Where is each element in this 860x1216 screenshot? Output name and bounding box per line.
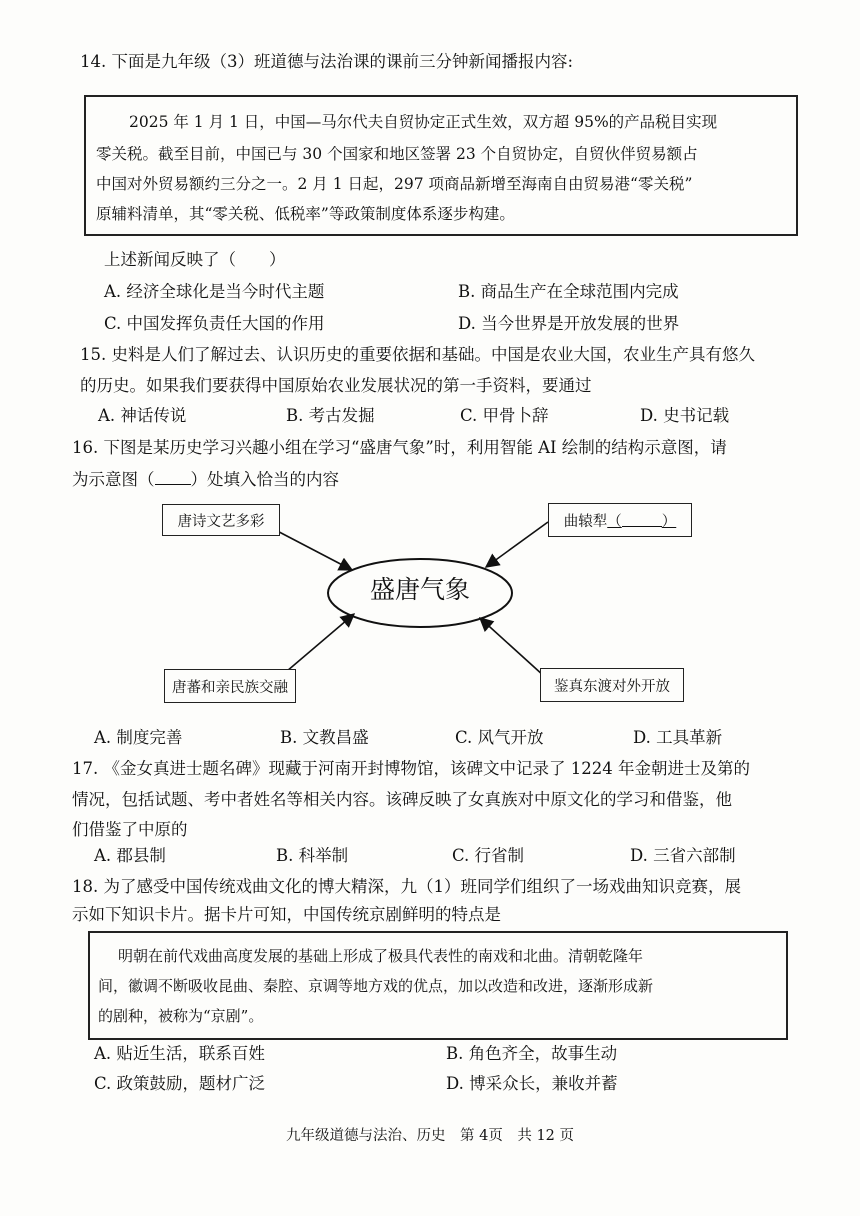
diagram-box-quyuan-plow <box>548 503 692 537</box>
diagram-box-label: 鉴真东渡对外开放 <box>554 678 670 695</box>
q16-stem-line2-end: ）处填入恰当的内容 <box>190 470 339 489</box>
q16-stem-line2-start: 为示意图（ <box>72 470 155 489</box>
q18-stem-line1: 18. 为了感受中国传统戏曲文化的博大精深，九（1）班同学们组织了一场戏曲知识竞赛，展 <box>72 877 741 896</box>
diagram-box-jianzhen <box>540 668 684 702</box>
q18-option-d[interactable]: D. 博采众长，兼收并蓄 <box>446 1074 618 1093</box>
q14-box-line: 原辅料清单，其“零关税、低税率”等政策制度体系逐步构建。 <box>96 205 515 223</box>
q16-option-c[interactable]: C. 风气开放 <box>455 728 544 747</box>
q15-option-b[interactable]: B. 考古发掘 <box>286 406 375 425</box>
q15-option-c[interactable]: C. 甲骨卜辞 <box>460 406 549 425</box>
q15-stem-line1: 15. 史料是人们了解过去、认识历史的重要依据和基础。中国是农业大国，农业生产具有悠久 <box>80 345 755 364</box>
page-footer: 九年级道德与法治、历史 第 4页 共 12 页 <box>286 1128 575 1144</box>
diagram-box-blank-open: （ <box>607 513 622 530</box>
q15-option-d[interactable]: D. 史书记载 <box>640 406 730 425</box>
q17-option-c[interactable]: C. 行省制 <box>452 846 525 865</box>
q14-option-c[interactable]: C. 中国发挥负责任大国的作用 <box>104 314 325 333</box>
q17-stem-line3: 们借鉴了中原的 <box>72 820 188 839</box>
q18-card-line: 的剧种，被称为“京剧”。 <box>98 1007 264 1025</box>
q14-box-line: 零关税。截至目前，中国已与 30 个国家和地区签署 23 个自贸协定，自贸伙伴贸易额占 <box>96 145 698 163</box>
q18-option-a[interactable]: A. 贴近生活，联系百姓 <box>94 1044 265 1063</box>
arrow-bottom-right <box>480 618 544 676</box>
q18-stem-line2: 示如下知识卡片。据卡片可知，中国传统京剧鲜明的特点是 <box>72 905 501 924</box>
q14-box-line: 中国对外贸易额约三分之一。2 月 1 日起，297 项商品新增至海南自由贸易港“零关税” <box>96 175 693 193</box>
diagram-answer-blank[interactable] <box>622 514 662 527</box>
arrow-top-right <box>486 522 548 567</box>
q15-stem-line2: 的历史。如果我们要获得中国原始农业发展状况的第一手资料，要通过 <box>80 376 592 395</box>
diagram-center-label: 盛唐气象 <box>369 575 470 604</box>
diagram-box-label: 曲辕犁 <box>563 513 608 530</box>
q14-box-line: 2025 年 1 月 1 日，中国—马尔代夫自贸协定正式生效，双方超 95%的产品税目实现 <box>129 113 718 131</box>
q17-option-d[interactable]: D. 三省六部制 <box>630 846 736 865</box>
q18-card-line: 间，徽调不断吸收昆曲、秦腔、京调等地方戏的优点，加以改造和改进，逐渐形成新 <box>98 977 654 995</box>
q17-stem-line1: 17. 《金女真进士题名碑》现藏于河南开封博物馆，该碑文中记录了 1224 年金朝进士及第的 <box>72 759 750 778</box>
arrow-bottom-left <box>280 614 354 677</box>
q17-stem-line2: 情况，包括试题、考中者姓名等相关内容。该碑反映了女真族对中原文化的学习和借鉴，他 <box>72 790 732 809</box>
q18-knowledge-card <box>88 931 788 1040</box>
diagram-box-tang-poetry <box>162 504 280 536</box>
q14-option-d[interactable]: D. 当今世界是开放发展的世界 <box>458 314 680 333</box>
q17-option-a[interactable]: A. 郡县制 <box>94 846 166 865</box>
q14-option-a[interactable]: A. 经济全球化是当今时代主题 <box>104 282 325 301</box>
q15-option-a[interactable]: A. 神话传说 <box>98 406 187 425</box>
diagram-box-blank-close: ） <box>661 513 677 530</box>
diagram-box-tang-tibet <box>164 669 296 703</box>
q16-stem-line1: 16. 下图是某历史学习兴趣小组在学习“盛唐气象”时，利用智能 AI 绘制的结构示意图，请 <box>72 438 727 457</box>
q18-option-b[interactable]: B. 角色齐全，故事生动 <box>446 1044 618 1063</box>
diagram-box-label: 唐蕃和亲民族交融 <box>172 679 288 696</box>
q18-card-line: 明朝在前代戏曲高度发展的基础上形成了极具代表性的南戏和北曲。清朝乾隆年 <box>118 947 644 965</box>
q14-option-b[interactable]: B. 商品生产在全球范围内完成 <box>458 282 679 301</box>
q14-stem: 14. 下面是九年级（3）班道德与法治课的课前三分钟新闻播报内容: <box>80 52 574 71</box>
q16-option-b[interactable]: B. 文教昌盛 <box>280 728 369 747</box>
q16-option-a[interactable]: A. 制度完善 <box>94 728 183 747</box>
diagram-box-label: 唐诗文艺多彩 <box>177 513 265 530</box>
q17-option-b[interactable]: B. 科举制 <box>276 846 349 865</box>
q14-question: 上述新闻反映了（ ） <box>104 250 286 269</box>
q18-option-c[interactable]: C. 政策鼓励，题材广泛 <box>94 1074 266 1093</box>
q16-option-d[interactable]: D. 工具革新 <box>633 728 723 747</box>
